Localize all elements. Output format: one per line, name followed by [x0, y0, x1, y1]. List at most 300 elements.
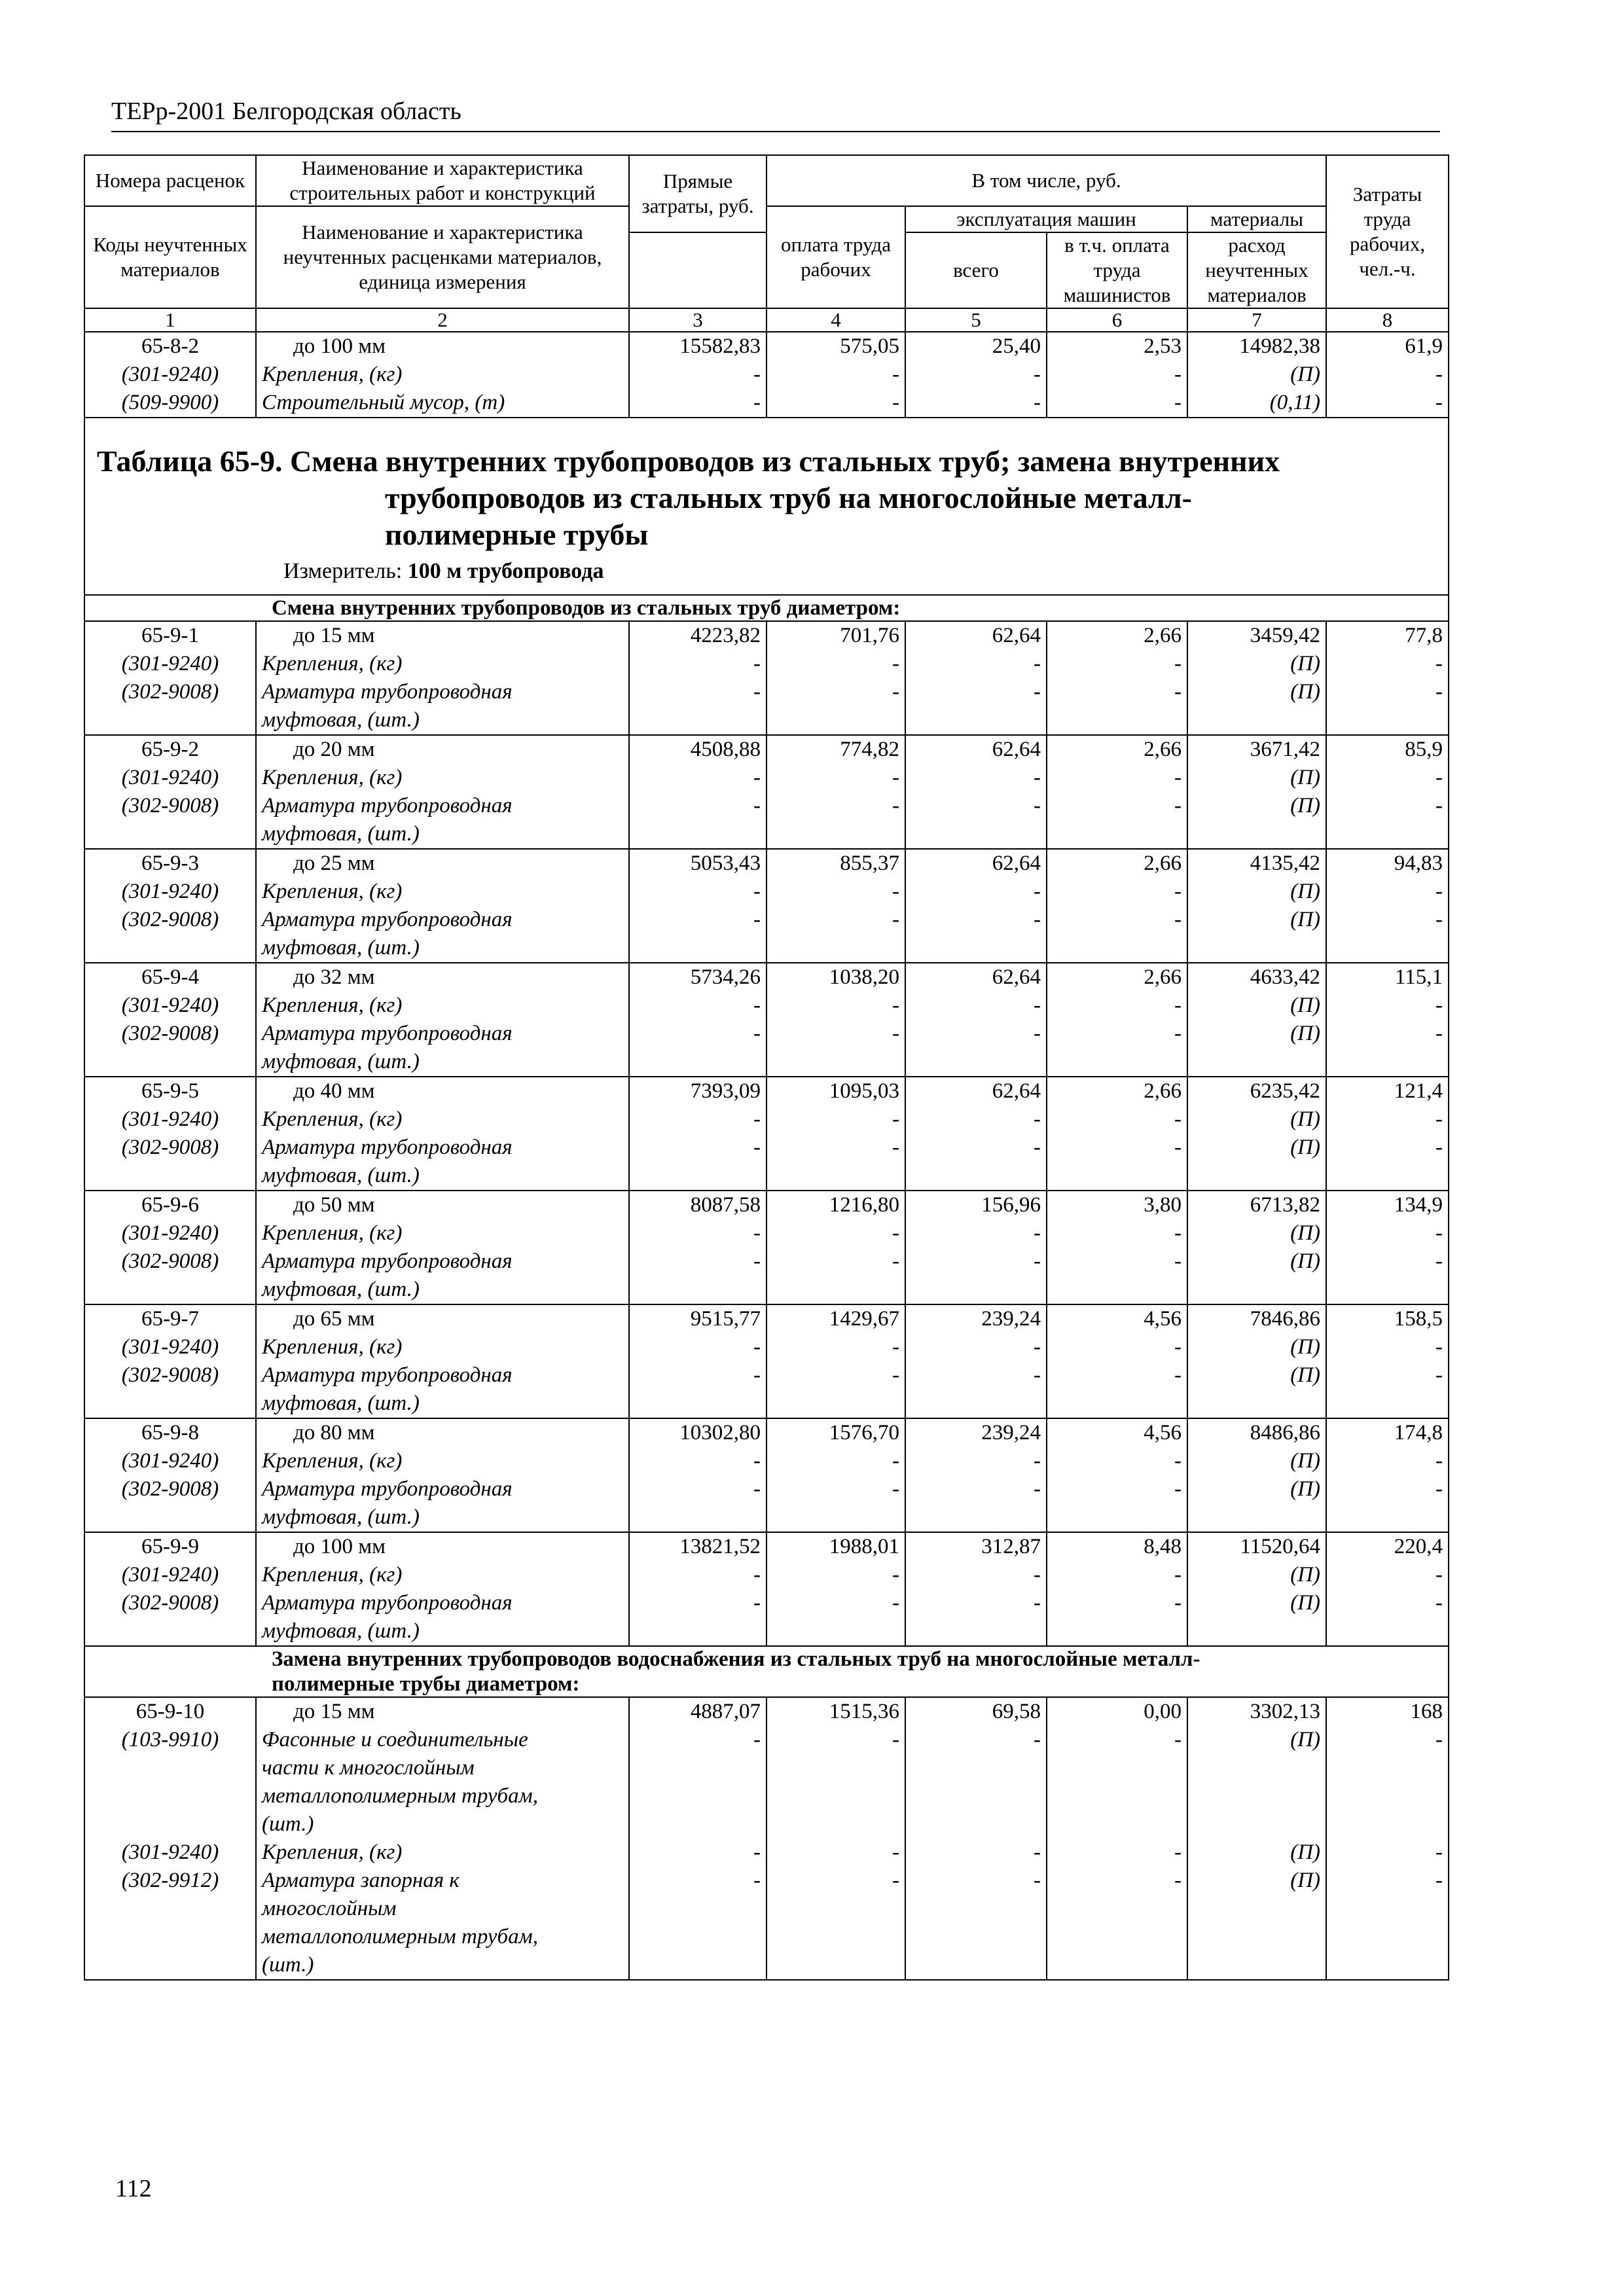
table-row: [84, 1697, 1449, 1726]
rate-code: 65-9-3: [84, 849, 256, 878]
material-name: Фасонные и соединительные части к многослойным металлополимерным трубам, (шт.): [256, 1726, 629, 1839]
value-cell: -: [1047, 1134, 1187, 1191]
value-cell: -: [1047, 1020, 1187, 1077]
header-machine-ops: эксплуатация машин: [905, 206, 1187, 232]
value-cell: 8486,86: [1187, 1418, 1326, 1447]
value-cell: (П): [1187, 1219, 1326, 1247]
value-cell: 2,53: [1047, 332, 1187, 361]
value-cell: 69,58: [905, 1697, 1047, 1726]
table-row: [84, 1532, 1449, 1561]
value-cell: -: [905, 650, 1047, 678]
header-labor-pay: оплата труда рабочих: [767, 206, 905, 308]
header-direct-costs: Прямые затраты, руб.: [629, 155, 767, 232]
value-cell: -: [905, 992, 1047, 1020]
material-code: (301-9240): [84, 1105, 256, 1134]
header-machinist-pay: в т.ч. оплата труда машинистов: [1047, 232, 1187, 308]
value-cell: 10302,80: [629, 1418, 767, 1447]
value-cell: -: [1326, 1020, 1449, 1077]
value-cell: 6235,42: [1187, 1077, 1326, 1105]
value-cell: -: [905, 1105, 1047, 1134]
value-cell: -: [1047, 1589, 1187, 1646]
value-cell: 4,56: [1047, 1418, 1187, 1447]
material-code: (301-9240): [84, 1839, 256, 1867]
value-cell: -: [1326, 764, 1449, 792]
value-cell: -: [1326, 1361, 1449, 1418]
value-cell: -: [629, 764, 767, 792]
table-row: [84, 1247, 1449, 1304]
rates-table: [84, 154, 1449, 1981]
value-cell: 4135,42: [1187, 849, 1326, 878]
material-code: (301-9240): [84, 650, 256, 678]
value-cell: 3,80: [1047, 1191, 1187, 1219]
rate-code: 65-9-1: [84, 621, 256, 650]
table-row: [84, 1191, 1449, 1219]
value-cell: 1095,03: [767, 1077, 905, 1105]
value-cell: -: [1326, 650, 1449, 678]
value-cell: 2,66: [1047, 621, 1187, 650]
value-cell: 239,24: [905, 1304, 1047, 1333]
value-cell: -: [1047, 906, 1187, 963]
value-cell: -: [767, 764, 905, 792]
material-code: (302-9008): [84, 1020, 256, 1077]
value-cell: -: [1047, 792, 1187, 849]
rate-name: до 15 мм: [256, 1697, 629, 1726]
table-row: [84, 764, 1449, 792]
rate-code: 65-9-5: [84, 1077, 256, 1105]
value-cell: (П): [1187, 1475, 1326, 1532]
table-row: [84, 792, 1449, 849]
table-row: [84, 361, 1449, 389]
value-cell: 1216,80: [767, 1191, 905, 1219]
value-cell: 220,4: [1326, 1532, 1449, 1561]
value-cell: (П): [1187, 361, 1326, 389]
col-number: 2: [256, 308, 629, 332]
col-number: 4: [767, 308, 905, 332]
rate-code: 65-9-8: [84, 1418, 256, 1447]
value-cell: (П): [1187, 878, 1326, 906]
value-cell: -: [629, 1105, 767, 1134]
value-cell: 239,24: [905, 1418, 1047, 1447]
value-cell: 2,66: [1047, 849, 1187, 878]
value-cell: 4508,88: [629, 735, 767, 764]
value-cell: 94,83: [1326, 849, 1449, 878]
header-rate-numbers: Номера расценок: [84, 155, 256, 206]
value-cell: -: [767, 992, 905, 1020]
table-row: [84, 1077, 1449, 1105]
value-cell: -: [629, 1361, 767, 1418]
value-cell: -: [767, 1020, 905, 1077]
value-cell: (П): [1187, 1589, 1326, 1646]
value-cell: -: [767, 1839, 905, 1867]
header-total: всего: [905, 232, 1047, 308]
col-number: 5: [905, 308, 1047, 332]
value-cell: -: [1047, 1219, 1187, 1247]
material-name: Крепления, (кг): [256, 361, 629, 389]
value-cell: (П): [1187, 1333, 1326, 1361]
material-code: (301-9240): [84, 878, 256, 906]
value-cell: (П): [1187, 1247, 1326, 1304]
value-cell: -: [905, 1134, 1047, 1191]
rate-name: до 40 мм: [256, 1077, 629, 1105]
rate-name: до 15 мм: [256, 621, 629, 650]
col-number: 8: [1326, 308, 1449, 332]
table-row: [84, 1333, 1449, 1361]
value-cell: -: [629, 1867, 767, 1980]
value-cell: 156,96: [905, 1191, 1047, 1219]
table-row: [84, 878, 1449, 906]
header-material-names: Наименование и характеристика неучтенных расценками материалов, единица измерения: [256, 206, 629, 308]
rate-name: до 50 мм: [256, 1191, 629, 1219]
material-code: (302-9008): [84, 1475, 256, 1532]
value-cell: (П): [1187, 1839, 1326, 1867]
value-cell: 1038,20: [767, 963, 905, 992]
material-code: (302-9008): [84, 1134, 256, 1191]
rate-code: 65-9-7: [84, 1304, 256, 1333]
value-cell: -: [629, 878, 767, 906]
subheading-row: [84, 595, 1449, 621]
rate-code: 65-9-10: [84, 1697, 256, 1726]
material-name: Крепления, (кг): [256, 1105, 629, 1134]
value-cell: -: [629, 678, 767, 735]
value-cell: -: [629, 792, 767, 849]
value-cell: -: [767, 650, 905, 678]
value-cell: -: [1047, 1333, 1187, 1361]
rate-name: до 100 мм: [256, 1532, 629, 1561]
table-row: [84, 650, 1449, 678]
value-cell: (П): [1187, 1134, 1326, 1191]
table-row: [84, 1020, 1449, 1077]
material-code: (302-9008): [84, 1247, 256, 1304]
value-cell: 85,9: [1326, 735, 1449, 764]
value-cell: -: [1047, 1361, 1187, 1418]
table-row: [84, 1726, 1449, 1839]
rates-group-2: [84, 1646, 1449, 1980]
table-row: [84, 906, 1449, 963]
rate-code: 65-8-2: [84, 332, 256, 361]
material-code: (302-9008): [84, 906, 256, 963]
value-cell: -: [1326, 1447, 1449, 1475]
material-name: Арматура трубопроводная муфтовая, (шт.): [256, 1134, 629, 1191]
header-material-codes: Коды неучтенных материалов: [84, 206, 256, 308]
col-number: 6: [1047, 308, 1187, 332]
value-cell: 121,4: [1326, 1077, 1449, 1105]
value-cell: -: [1326, 1839, 1449, 1867]
table-row: [84, 1839, 1449, 1867]
material-code: (103-9910): [84, 1726, 256, 1839]
material-name: Крепления, (кг): [256, 992, 629, 1020]
rates-group-1: [84, 621, 1449, 1646]
header-unaccounted-consumption: расход неучтенных материалов: [1187, 232, 1326, 308]
rate-code: 65-9-6: [84, 1191, 256, 1219]
value-cell: 5053,43: [629, 849, 767, 878]
running-header: ТЕРр-2001 Белгородская область: [111, 98, 461, 125]
value-cell: -: [1047, 764, 1187, 792]
value-cell: 1515,36: [767, 1697, 905, 1726]
value-cell: 8,48: [1047, 1532, 1187, 1561]
value-cell: -: [1047, 1867, 1187, 1980]
value-cell: 7846,86: [1187, 1304, 1326, 1333]
value-cell: (П): [1187, 906, 1326, 963]
material-code: (302-9008): [84, 1361, 256, 1418]
value-cell: -: [767, 1726, 905, 1839]
material-name: Крепления, (кг): [256, 1561, 629, 1589]
value-cell: 3302,13: [1187, 1697, 1326, 1726]
value-cell: 9515,77: [629, 1304, 767, 1333]
value-cell: 4633,42: [1187, 963, 1326, 992]
value-cell: -: [1326, 1475, 1449, 1532]
value-cell: (П): [1187, 1361, 1326, 1418]
value-cell: -: [905, 906, 1047, 963]
column-numbers-row: [84, 308, 1449, 332]
value-cell: 61,9: [1326, 332, 1449, 361]
table-row: [84, 1134, 1449, 1191]
value-cell: -: [905, 1447, 1047, 1475]
value-cell: -: [1326, 1134, 1449, 1191]
material-name: Арматура трубопроводная муфтовая, (шт.): [256, 1247, 629, 1304]
value-cell: -: [767, 1475, 905, 1532]
rate-name: до 80 мм: [256, 1418, 629, 1447]
value-cell: (П): [1187, 678, 1326, 735]
material-name: Крепления, (кг): [256, 1447, 629, 1475]
value-cell: -: [1047, 678, 1187, 735]
material-name: Крепления, (кг): [256, 1333, 629, 1361]
value-cell: -: [1326, 1867, 1449, 1980]
value-cell: -: [767, 1247, 905, 1304]
value-cell: -: [1047, 650, 1187, 678]
material-code: (301-9240): [84, 361, 256, 389]
material-name: Крепления, (кг): [256, 878, 629, 906]
value-cell: -: [767, 878, 905, 906]
value-cell: -: [629, 1247, 767, 1304]
value-cell: -: [1326, 389, 1449, 418]
value-cell: -: [1326, 1219, 1449, 1247]
value-cell: 134,9: [1326, 1191, 1449, 1219]
value-cell: -: [629, 1839, 767, 1867]
value-cell: -: [629, 1447, 767, 1475]
value-cell: -: [767, 389, 905, 418]
value-cell: -: [1326, 678, 1449, 735]
table-row: [84, 1561, 1449, 1589]
table-row: [84, 1867, 1449, 1980]
table-row: [84, 1304, 1449, 1333]
value-cell: -: [905, 792, 1047, 849]
table-row: [84, 1447, 1449, 1475]
value-cell: -: [905, 678, 1047, 735]
value-cell: -: [629, 1134, 767, 1191]
material-code: (301-9240): [84, 992, 256, 1020]
material-name: Арматура трубопроводная муфтовая, (шт.): [256, 1475, 629, 1532]
value-cell: -: [629, 650, 767, 678]
value-cell: 3459,42: [1187, 621, 1326, 650]
table-row: [84, 332, 1449, 361]
value-cell: -: [1326, 1105, 1449, 1134]
value-cell: -: [1047, 389, 1187, 418]
value-cell: 174,8: [1326, 1418, 1449, 1447]
material-name: Арматура трубопроводная муфтовая, (шт.): [256, 1020, 629, 1077]
value-cell: (П): [1187, 1726, 1326, 1839]
value-cell: 3671,42: [1187, 735, 1326, 764]
value-cell: 115,1: [1326, 963, 1449, 992]
value-cell: 1429,67: [767, 1304, 905, 1333]
value-cell: 312,87: [905, 1532, 1047, 1561]
value-cell: -: [905, 389, 1047, 418]
table-row: [84, 389, 1449, 418]
material-name: Арматура трубопроводная муфтовая, (шт.): [256, 792, 629, 849]
value-cell: -: [905, 1361, 1047, 1418]
prev-rate-block: [84, 332, 1449, 621]
subheading-row: [84, 1646, 1449, 1697]
rate-name: до 20 мм: [256, 735, 629, 764]
table-header: [84, 155, 1449, 332]
material-code: (301-9240): [84, 1561, 256, 1589]
value-cell: -: [905, 1333, 1047, 1361]
value-cell: -: [905, 1247, 1047, 1304]
value-cell: 62,64: [905, 735, 1047, 764]
subheading: Замена внутренних трубопроводов водоснабжения из стальных труб на многослойные металл- полимерные трубы диаметром:: [84, 1646, 1449, 1697]
value-cell: 2,66: [1047, 735, 1187, 764]
table-row: [84, 963, 1449, 992]
value-cell: -: [905, 1589, 1047, 1646]
value-cell: -: [629, 361, 767, 389]
value-cell: -: [905, 1020, 1047, 1077]
material-code: (509-9900): [84, 389, 256, 418]
table-row: [84, 992, 1449, 1020]
material-code: (301-9240): [84, 1219, 256, 1247]
value-cell: -: [1326, 792, 1449, 849]
value-cell: -: [629, 1333, 767, 1361]
value-cell: -: [629, 1561, 767, 1589]
value-cell: -: [767, 906, 905, 963]
material-code: (301-9240): [84, 1447, 256, 1475]
value-cell: -: [1326, 1333, 1449, 1361]
value-cell: (П): [1187, 1867, 1326, 1980]
table-row: [84, 1475, 1449, 1532]
value-cell: 5734,26: [629, 963, 767, 992]
value-cell: -: [905, 1839, 1047, 1867]
value-cell: 11520,64: [1187, 1532, 1326, 1561]
material-name: Арматура трубопроводная муфтовая, (шт.): [256, 678, 629, 735]
value-cell: -: [1326, 878, 1449, 906]
value-cell: -: [905, 1726, 1047, 1839]
value-cell: -: [767, 1361, 905, 1418]
value-cell: -: [767, 678, 905, 735]
value-cell: -: [629, 1020, 767, 1077]
value-cell: -: [767, 361, 905, 389]
header-labor-costs: Затраты труда рабочих, чел.-ч.: [1326, 155, 1449, 308]
material-code: (302-9912): [84, 1867, 256, 1980]
value-cell: (П): [1187, 1561, 1326, 1589]
value-cell: -: [629, 906, 767, 963]
table-title-cell: [84, 418, 1449, 595]
value-cell: (П): [1187, 1447, 1326, 1475]
value-cell: -: [1326, 361, 1449, 389]
rate-name: до 32 мм: [256, 963, 629, 992]
value-cell: 1988,01: [767, 1532, 905, 1561]
value-cell: -: [1326, 1589, 1449, 1646]
rate-name: до 100 мм: [256, 332, 629, 361]
value-cell: 8087,58: [629, 1191, 767, 1219]
value-cell: -: [767, 1134, 905, 1191]
value-cell: -: [629, 389, 767, 418]
value-cell: -: [905, 361, 1047, 389]
material-name: Крепления, (кг): [256, 764, 629, 792]
header-including: В том числе, руб.: [767, 155, 1326, 206]
value-cell: -: [1326, 1561, 1449, 1589]
material-name: Арматура трубопроводная муфтовая, (шт.): [256, 1361, 629, 1418]
value-cell: (П): [1187, 1105, 1326, 1134]
value-cell: -: [905, 878, 1047, 906]
value-cell: 62,64: [905, 963, 1047, 992]
rate-code: 65-9-9: [84, 1532, 256, 1561]
value-cell: -: [767, 1561, 905, 1589]
value-cell: (П): [1187, 792, 1326, 849]
value-cell: -: [1047, 1561, 1187, 1589]
subheading: Смена внутренних трубопроводов из стальных труб диаметром:: [84, 595, 1449, 621]
value-cell: -: [1047, 1247, 1187, 1304]
table-row: [84, 849, 1449, 878]
value-cell: -: [905, 764, 1047, 792]
col-number: 3: [629, 308, 767, 332]
value-cell: 13821,52: [629, 1532, 767, 1561]
material-code: (302-9008): [84, 1589, 256, 1646]
value-cell: -: [905, 1867, 1047, 1980]
value-cell: (П): [1187, 764, 1326, 792]
col-number: 1: [84, 308, 256, 332]
value-cell: 14982,38: [1187, 332, 1326, 361]
value-cell: -: [1047, 361, 1187, 389]
value-cell: -: [1047, 992, 1187, 1020]
value-cell: 168: [1326, 1697, 1449, 1726]
value-cell: (0,11): [1187, 389, 1326, 418]
material-code: (301-9240): [84, 1333, 256, 1361]
col-number: 7: [1187, 308, 1326, 332]
material-code: (302-9008): [84, 678, 256, 735]
header-rule: [111, 131, 1440, 132]
value-cell: 774,82: [767, 735, 905, 764]
table-row: [84, 1105, 1449, 1134]
value-cell: 2,66: [1047, 1077, 1187, 1105]
value-cell: 6713,82: [1187, 1191, 1326, 1219]
value-cell: -: [767, 1105, 905, 1134]
material-name: Крепления, (кг): [256, 1839, 629, 1867]
table-row: [84, 678, 1449, 735]
value-cell: 4,56: [1047, 1304, 1187, 1333]
value-cell: -: [1326, 992, 1449, 1020]
value-cell: 15582,83: [629, 332, 767, 361]
value-cell: 7393,09: [629, 1077, 767, 1105]
header-work-name: Наименование и характеристика строительных работ и конструкций: [256, 155, 629, 206]
value-cell: -: [767, 1867, 905, 1980]
value-cell: (П): [1187, 650, 1326, 678]
material-code: (301-9240): [84, 764, 256, 792]
value-cell: 62,64: [905, 1077, 1047, 1105]
value-cell: 158,5: [1326, 1304, 1449, 1333]
value-cell: 0,00: [1047, 1697, 1187, 1726]
value-cell: 25,40: [905, 332, 1047, 361]
value-cell: -: [1047, 1726, 1187, 1839]
material-name: Крепления, (кг): [256, 1219, 629, 1247]
rate-name: до 25 мм: [256, 849, 629, 878]
value-cell: 855,37: [767, 849, 905, 878]
measure-unit: Измеритель: 100 м трубопровода: [283, 559, 604, 583]
value-cell: -: [1047, 1839, 1187, 1867]
value-cell: -: [905, 1475, 1047, 1532]
header-materials: материалы: [1187, 206, 1326, 232]
value-cell: 4223,82: [629, 621, 767, 650]
value-cell: 2,66: [1047, 963, 1187, 992]
value-cell: -: [1326, 1726, 1449, 1839]
value-cell: -: [1047, 878, 1187, 906]
